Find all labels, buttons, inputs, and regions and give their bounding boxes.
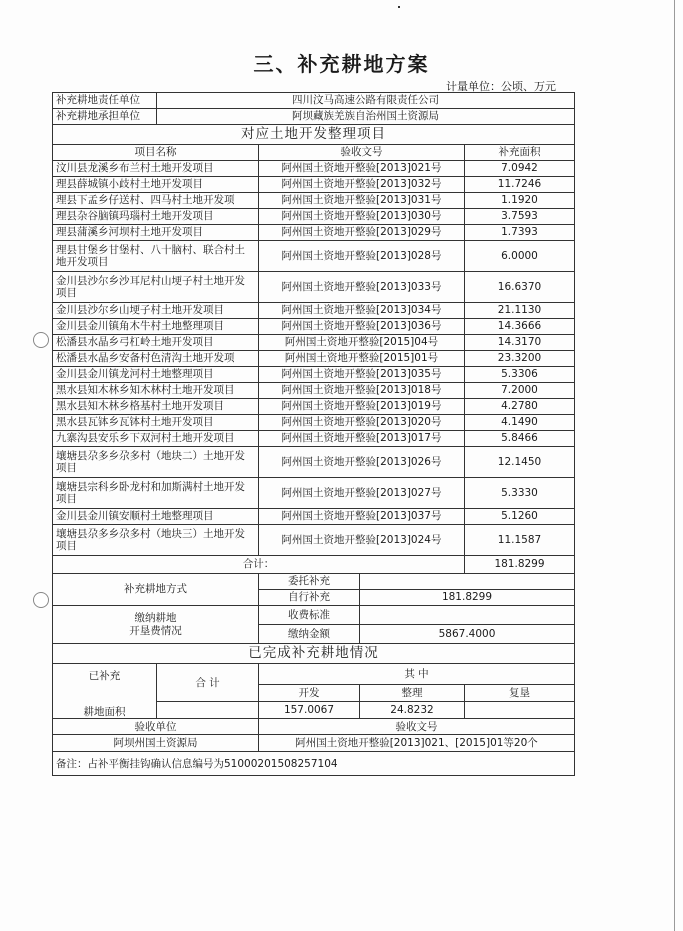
- header-acceptance-doc: 验收文号: [259, 145, 465, 161]
- project-area: 11.7246: [465, 177, 575, 193]
- project-rows: [53, 161, 575, 556]
- project-area: 3.7593: [465, 209, 575, 225]
- project-doc: 阿州国土资地开整验[2013]026号: [259, 447, 465, 478]
- fee-label: [53, 606, 259, 644]
- consolidation-value: 24.8232: [360, 702, 465, 719]
- project-name: 理县蒲溪乡河坝村土地开发项目: [53, 225, 259, 241]
- project-row: [53, 177, 575, 193]
- project-doc: 阿州国土资地开整验[2013]020号: [259, 415, 465, 431]
- project-row: [53, 161, 575, 177]
- project-name: 黑水县瓦钵乡瓦钵村土地开发项目: [53, 415, 259, 431]
- project-row: [53, 399, 575, 415]
- project-row: [53, 272, 575, 303]
- project-name: 九寨沟县安乐乡下双河村土地开发项目: [53, 431, 259, 447]
- acceptance-doc-label: 验收文号: [259, 719, 575, 735]
- fee-standard-value: [360, 606, 575, 625]
- project-row: [53, 225, 575, 241]
- completed-label: [53, 664, 157, 719]
- undertaker-label: 补充耕地承担单位: [53, 109, 157, 125]
- project-area: 5.3306: [465, 367, 575, 383]
- project-doc: 阿州国土资地开整验[2015]01号: [259, 351, 465, 367]
- completed-label-line1: 已补充: [88, 670, 121, 682]
- project-area: 4.2780: [465, 399, 575, 415]
- project-name: 金川县金川镇安顺村土地整理项目: [53, 509, 259, 525]
- sub-header-development: 开发: [259, 685, 360, 702]
- acceptance-unit-value: 阿坝州国土资源局: [53, 735, 259, 752]
- project-row: [53, 209, 575, 225]
- project-row: [53, 447, 575, 478]
- project-name: 黑水县知木林乡知木林村土地开发项目: [53, 383, 259, 399]
- project-area: 4.1490: [465, 415, 575, 431]
- project-row: [53, 351, 575, 367]
- project-row: [53, 415, 575, 431]
- fee-amount-label: 缴纳金额: [259, 625, 360, 644]
- project-name: 松潘县水晶乡安备村色清沟土地开发项: [53, 351, 259, 367]
- method-entrust-value: [360, 574, 575, 590]
- project-area: 5.8466: [465, 431, 575, 447]
- sub-header-reclamation: 复垦: [465, 685, 575, 702]
- project-area: 7.2000: [465, 383, 575, 399]
- method-entrust-label: 委托补充: [259, 574, 360, 590]
- project-name: 金川县沙尔乡沙耳尼村山埂子村土地开发项目: [53, 272, 259, 303]
- header-area: 补充面积: [465, 145, 575, 161]
- total-label: 合计：: [53, 556, 465, 574]
- reclamation-value: [465, 702, 575, 719]
- project-area: 6.0000: [465, 241, 575, 272]
- project-doc: 阿州国土资地开整验[2013]029号: [259, 225, 465, 241]
- project-name: 松潘县水晶乡弓杠岭土地开发项目: [53, 335, 259, 351]
- project-name: 理县薛城镇小歧村土地开发项目: [53, 177, 259, 193]
- project-name: 理县甘堡乡甘堡村、八十脑村、联合村土地开发项目: [53, 241, 259, 272]
- completed-total-label: 合 计: [157, 664, 259, 702]
- unit-note: 计量单位：公顷、万元: [446, 80, 556, 93]
- project-area: 7.0942: [465, 161, 575, 177]
- project-row: [53, 431, 575, 447]
- project-name: 理县下孟乡仔送村、四马村土地开发项: [53, 193, 259, 209]
- project-row: [53, 367, 575, 383]
- project-doc: 阿州国土资地开整验[2013]024号: [259, 525, 465, 556]
- project-area: 16.6370: [465, 272, 575, 303]
- responsible-value: 四川汶马高速公路有限责任公司: [157, 93, 575, 109]
- project-area: 5.3330: [465, 478, 575, 509]
- project-doc: 阿州国土资地开整验[2013]030号: [259, 209, 465, 225]
- project-area: 5.1260: [465, 509, 575, 525]
- project-name: 金川县金川镇龙河村土地整理项目: [53, 367, 259, 383]
- completed-among-label: 其 中: [259, 664, 575, 685]
- remark: 备注：占补平衡挂钩确认信息编号为51000201508257104: [53, 752, 575, 776]
- project-doc: 阿州国土资地开整验[2013]032号: [259, 177, 465, 193]
- project-area: 1.7393: [465, 225, 575, 241]
- project-doc: 阿州国土资地开整验[2013]027号: [259, 478, 465, 509]
- project-doc: 阿州国土资地开整验[2013]017号: [259, 431, 465, 447]
- project-row: [53, 193, 575, 209]
- project-area: 11.1587: [465, 525, 575, 556]
- project-row: [53, 303, 575, 319]
- project-name: 壤塘县宗科乡卧龙村和加斯满村土地开发项目: [53, 478, 259, 509]
- project-row: [53, 241, 575, 272]
- project-doc: 阿州国土资地开整验[2013]034号: [259, 303, 465, 319]
- project-row: [53, 478, 575, 509]
- project-name: 金川县金川镇角木牛村土地整理项目: [53, 319, 259, 335]
- project-name: 壤塘县尕多乡尕多村（地块三）土地开发项目: [53, 525, 259, 556]
- binder-hole: [33, 592, 49, 608]
- page-title: 三、补充耕地方案: [253, 52, 430, 76]
- plan-table: [52, 92, 575, 776]
- binder-hole: [33, 332, 49, 348]
- project-row: [53, 509, 575, 525]
- project-doc: 阿州国土资地开整验[2013]037号: [259, 509, 465, 525]
- project-doc: 阿州国土资地开整验[2013]036号: [259, 319, 465, 335]
- fee-standard-label: 收费标准: [259, 606, 360, 625]
- method-self-label: 自行补充: [259, 590, 360, 606]
- method-label: 补充耕地方式: [53, 574, 259, 606]
- project-doc: 阿州国土资地开整验[2013]035号: [259, 367, 465, 383]
- project-row: [53, 319, 575, 335]
- method-self-value: 181.8299: [360, 590, 575, 606]
- projects-section-title: 对应土地开发整理项目: [53, 125, 575, 145]
- project-doc: 阿州国土资地开整验[2013]019号: [259, 399, 465, 415]
- project-area: 12.1450: [465, 447, 575, 478]
- project-area: 21.1130: [465, 303, 575, 319]
- project-name: 黑水县知木林乡格基村土地开发项目: [53, 399, 259, 415]
- project-area: 14.3666: [465, 319, 575, 335]
- project-name: 理县杂谷脑镇玛瑙村土地开发项目: [53, 209, 259, 225]
- undertaker-value: 阿坝藏族羌族自治州国土资源局: [157, 109, 575, 125]
- header-project-name: 项目名称: [53, 145, 259, 161]
- scan-dot: [398, 6, 400, 8]
- page-edge: [674, 0, 675, 931]
- acceptance-doc-value: 阿州国土资地开整验[2013]021、[2015]01等20个: [259, 735, 575, 752]
- project-name: 金川县沙尔乡山埂子村土地开发项目: [53, 303, 259, 319]
- project-row: [53, 335, 575, 351]
- fee-amount-value: 5867.4000: [360, 625, 575, 644]
- sub-header-consolidation: 整理: [360, 685, 465, 702]
- project-doc: 阿州国土资地开整验[2013]028号: [259, 241, 465, 272]
- project-doc: 阿州国土资地开整验[2013]031号: [259, 193, 465, 209]
- project-row: [53, 525, 575, 556]
- completed-section-title: 已完成补充耕地情况: [53, 644, 575, 664]
- project-area: 14.3170: [465, 335, 575, 351]
- fee-label-line1: 缴纳耕地: [134, 612, 177, 625]
- project-doc: 阿州国土资地开整验[2013]033号: [259, 272, 465, 303]
- project-area: 1.1920: [465, 193, 575, 209]
- acceptance-unit-label: 验收单位: [53, 719, 259, 735]
- project-name: 壤塘县尕多乡尕多村（地块二）土地开发项目: [53, 447, 259, 478]
- project-doc: 阿州国土资地开整验[2013]021号: [259, 161, 465, 177]
- project-doc: 阿州国土资地开整验[2013]018号: [259, 383, 465, 399]
- development-value: 157.0067: [259, 702, 360, 719]
- completed-label-line2: 耕地面积: [83, 706, 126, 719]
- project-doc: 阿州国土资地开整验[2015]04号: [259, 335, 465, 351]
- completed-total-value: [157, 702, 259, 719]
- project-area: 23.3200: [465, 351, 575, 367]
- project-name: 汶川县龙溪乡布兰村土地开发项目: [53, 161, 259, 177]
- responsible-label: 补充耕地责任单位: [53, 93, 157, 109]
- project-row: [53, 383, 575, 399]
- fee-label-line2: 开垦费情况: [129, 624, 182, 637]
- total-value: 181.8299: [465, 556, 575, 574]
